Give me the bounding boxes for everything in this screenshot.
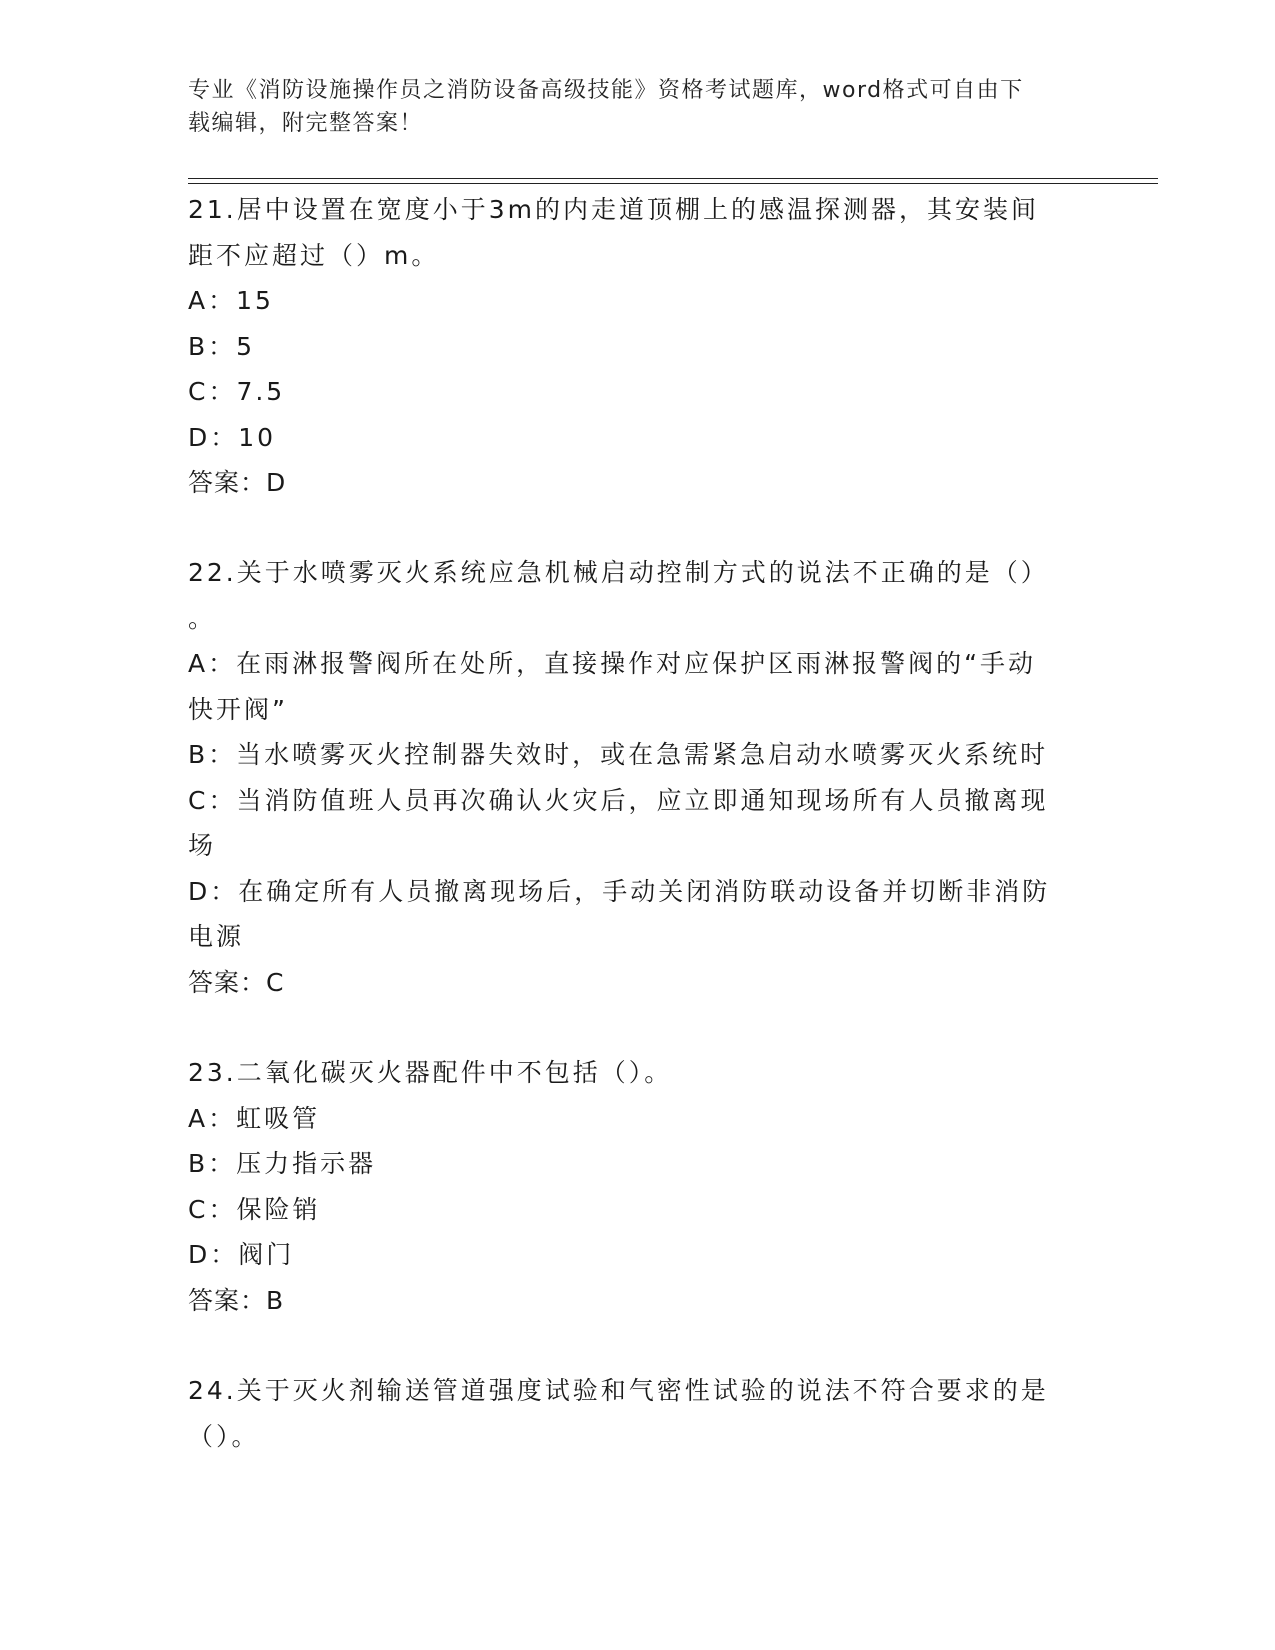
header-line-1: 专业《消防设施操作员之消防设备高级技能》资格考试题库，word格式可自由下 <box>188 78 1024 103</box>
question-24 <box>188 1368 1073 1459</box>
answer-label: 答案：C <box>188 967 285 997</box>
option-c-continued: 场 <box>188 831 217 860</box>
question-21 <box>188 187 1073 506</box>
option-d: D：在确定所有人员撤离现场后，手动关闭消防联动设备并切断非消防 <box>188 876 1051 906</box>
option-a: A：15 <box>188 286 274 315</box>
question-stem-line: 。 <box>188 603 217 633</box>
option-a: A：在雨淋报警阀所在处所，直接操作对应保护区雨淋报警阀的“手动 <box>188 649 1037 678</box>
question-stem-line: 21.居中设置在宽度小于3m的内走道顶棚上的感温探测器，其安装间 <box>188 195 1040 224</box>
question-stem-line: 距不应超过（）m。 <box>188 240 440 270</box>
option-d-continued: 电源 <box>188 922 245 951</box>
question-stem-line: （）。 <box>188 1421 260 1451</box>
header-line-2: 载编辑，附完整答案！ <box>188 111 424 136</box>
option-c: C：保险销 <box>188 1194 321 1224</box>
option-b: B：压力指示器 <box>188 1149 377 1178</box>
option-a-continued: 快开阀” <box>188 694 288 724</box>
question-stem-line: 22.关于水喷雾灭火系统应急机械启动控制方式的说法不正确的是（） <box>188 558 1049 587</box>
header-divider-bottom <box>188 183 1158 184</box>
option-b: B：当水喷雾灭火控制器失效时，或在急需紧急启动水喷雾灭火系统时 <box>188 740 1049 769</box>
option-b: B：5 <box>188 331 256 361</box>
document-header <box>188 74 1068 140</box>
option-c: C：7.5 <box>188 377 286 406</box>
option-d: D：阀门 <box>188 1240 295 1269</box>
answer-label: 答案：D <box>188 468 287 497</box>
option-c: C：当消防值班人员再次确认火灾后，应立即通知现场所有人员撤离现 <box>188 785 1049 815</box>
question-stem-line: 24.关于灭火剂输送管道强度试验和气密性试验的说法不符合要求的是 <box>188 1376 1049 1405</box>
answer-label: 答案：B <box>188 1285 285 1315</box>
question-stem-line: 23.二氧化碳灭火器配件中不包括（）。 <box>188 1058 673 1087</box>
option-d: D：10 <box>188 422 277 452</box>
question-23 <box>188 1050 1073 1323</box>
header-divider-top <box>188 178 1158 179</box>
question-22 <box>188 550 1073 1005</box>
option-a: A：虹吸管 <box>188 1103 321 1133</box>
